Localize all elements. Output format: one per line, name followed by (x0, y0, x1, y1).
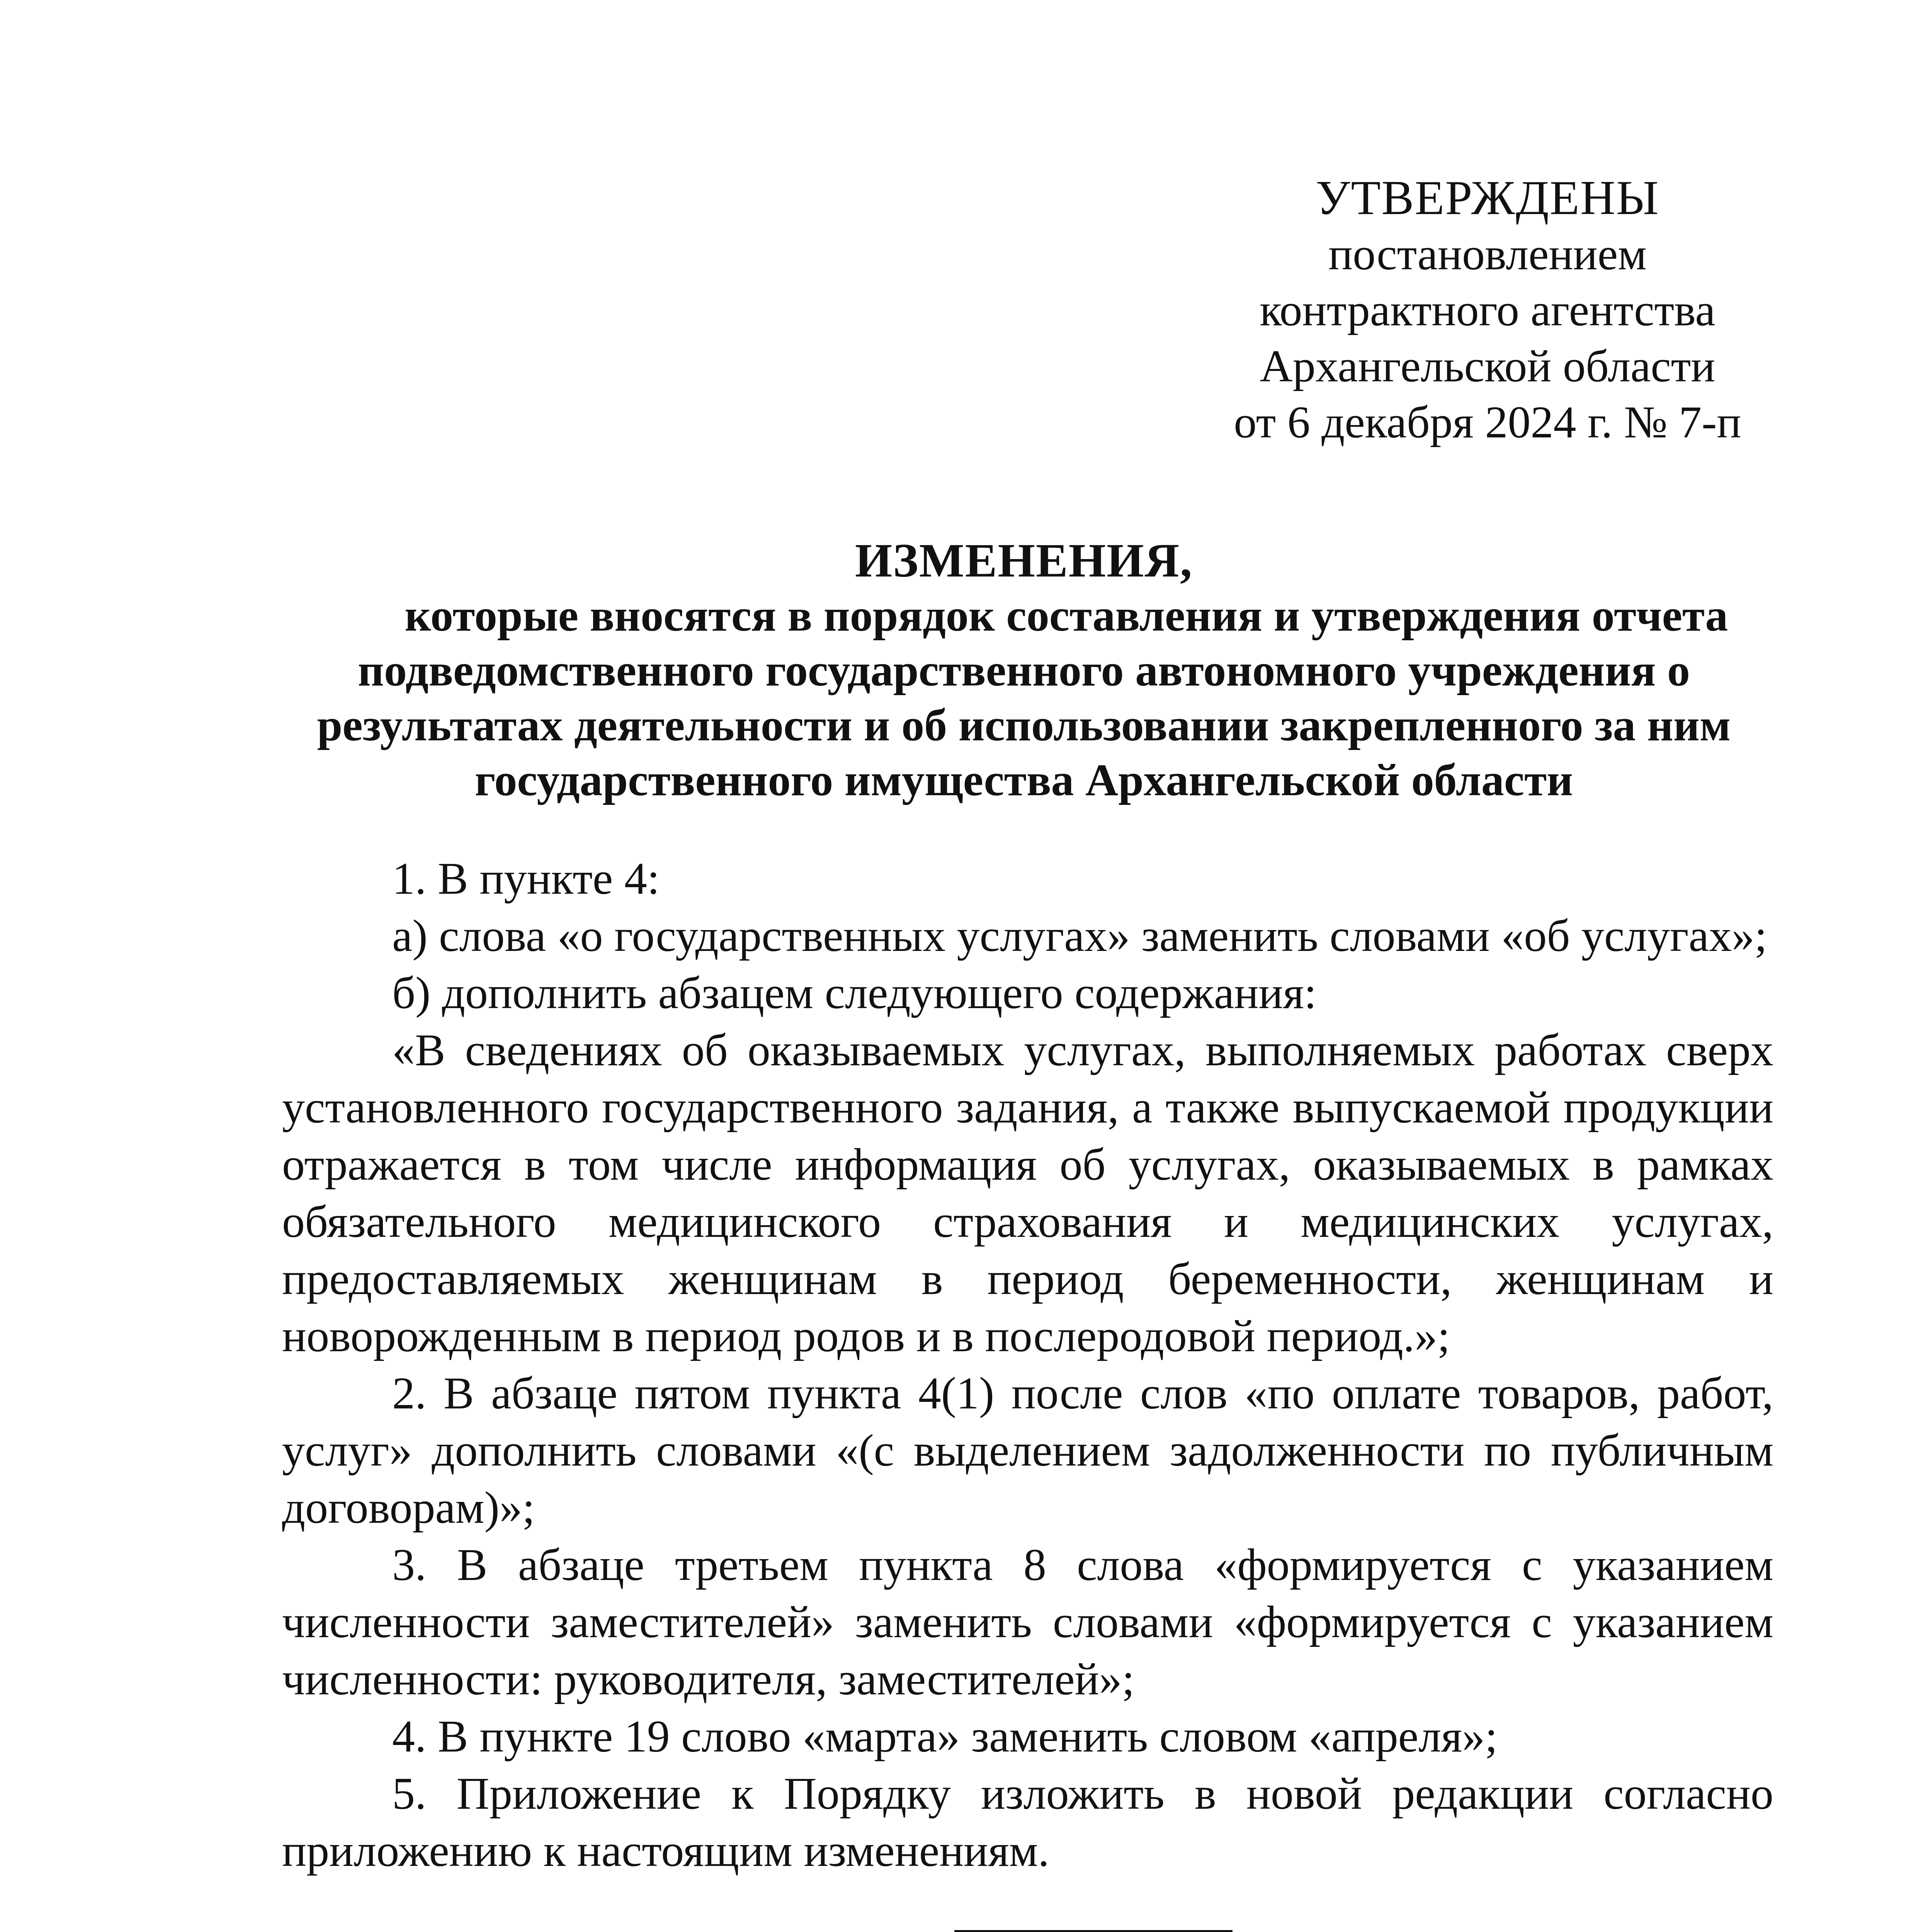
document-title: ИЗМЕНЕНИЯ, (855, 534, 1193, 587)
approval-date-line: от 6 декабря 2024 г. № 7-п (1234, 397, 1741, 447)
approval-line: контрактного агентства (1260, 285, 1715, 335)
approval-line: Архангельской области (1260, 341, 1715, 391)
end-separator-line (954, 1930, 1233, 1932)
body-paragraph: «В сведениях об оказываемых услугах, выполняемых работах сверх установленного государственного задания, а также выпускаемой продукции отражается в том числе информация об услугах, оказываемых в рамках обязательного медицинского страхования и медицинских услугах, предоставляемых женщинам в период беременности, женщинам и новорожденным в период родов и в послеродовой период.»; (282, 1025, 1773, 1361)
approval-block (1217, 170, 1758, 450)
body-paragraph: 4. В пункте 19 слово «марта» заменить словом «апреля»; (392, 1711, 1498, 1762)
document-subtitle-line: которые вносятся в порядок составления и утверждения отчета (405, 590, 1728, 641)
body-paragraph: 5. Приложение к Порядку изложить в новой редакции согласно приложению к настоящим изменениям. (282, 1768, 1773, 1876)
document-subtitle-line: подведомственного государственного автономного учреждения о (357, 645, 1690, 696)
document-subtitle-line: государственного имущества Архангельской области (474, 755, 1573, 805)
approval-title: УТВЕРЖДЕНЫ (1316, 171, 1659, 225)
body-paragraph: 2. В абзаце пятом пункта 4(1) после слов «по оплате товаров, работ, услуг» дополнить словами «(с выделением задолженности по публичным договорам)»; (282, 1368, 1773, 1533)
body-paragraph: а) слова «о государственных услугах» заменить словами «об услугах»; (392, 910, 1767, 961)
document-body (282, 850, 1773, 1879)
approval-line: постановлением (1328, 229, 1647, 279)
body-paragraph: 1. В пункте 4: (392, 853, 660, 904)
body-paragraph: б) дополнить абзацем следующего содержания: (392, 968, 1317, 1018)
document-heading (270, 533, 1777, 808)
document-subtitle-line: результатах деятельности и об использовании закрепленного за ним (317, 700, 1731, 750)
body-paragraph: 3. В абзаце третьем пункта 8 слова «формируется с указанием численности заместителей» заменить словами «формируется с указанием численности: руководителя, заместителей»; (282, 1539, 1773, 1704)
